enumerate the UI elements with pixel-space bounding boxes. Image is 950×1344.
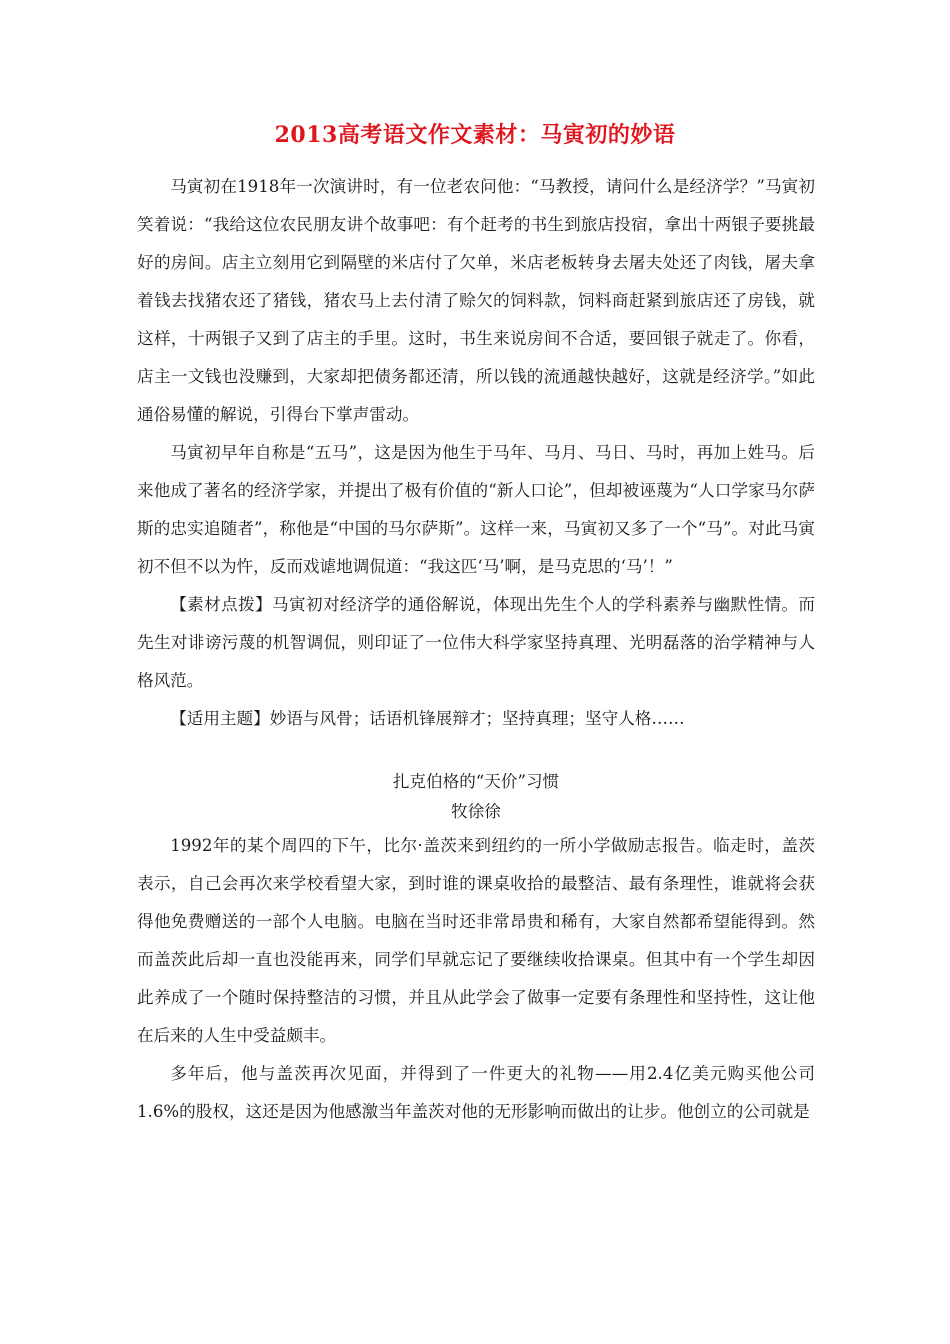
document-title: 2013高考语文作文素材：马寅初的妙语 xyxy=(274,122,676,148)
document-body xyxy=(137,168,815,1131)
article1-paragraph-2: 马寅初早年自称是“五马”，这是因为他生于马年、马月、马日、马时，再加上姓马。后来他成了著名的经济学家，并提出了极有价值的“新人口论”，但却被诬蔑为“人口学家马尔萨斯的忠实追随者”，称他是“中国的马尔萨斯”。这样一来，马寅初又多了一个“马”。对此马寅初不但不以为忤，反而戏谑地调侃道：“我这匹‘马’啊，是马克思的‘马’！” xyxy=(137,443,815,576)
article1-paragraph-1: 马寅初在1918年一次演讲时，有一位老农问他：“马教授，请问什么是经济学？”马寅初笑着说：“我给这位农民朋友讲个故事吧：有个赶考的书生到旅店投宿，拿出十两银子要挑最好的房间。店主立刻用它到隔壁的米店付了欠单，米店老板转身去屠夫处还了肉钱，屠夫拿着钱去找猪农还了猪钱，猪农马上去付清了赊欠的饲料款，饲料商赶紧到旅店还了房钱，就这样，十两银子又到了店主的手里。这时，书生来说房间不合适，要回银子就走了。你看，店主一文钱也没赚到，大家却把债务都还清，所以钱的流通越快越好，这就是经济学。”如此通俗易懂的解说，引得台下掌声雷动。 xyxy=(137,177,815,424)
article1-applicable-themes: 【适用主题】妙语与风骨；话语机锋展辩才；坚持真理；坚守人格…… xyxy=(170,709,685,728)
article2-paragraph-2: 多年后，他与盖茨再次见面，并得到了一件更大的礼物——用2.4亿美元购买他公司1.6%的股权，这还是因为他感激当年盖茨对他的无形影响而做出的让步。他创立的公司就是 xyxy=(137,1064,815,1121)
article2-paragraph-1: 1992年的某个周四的下午，比尔·盖茨来到纽约的一所小学做励志报告。临走时，盖茨表示，自己会再次来学校看望大家，到时谁的课桌收拾的最整洁、最有条理性，谁就将会获得他免费赠送的一部个人电脑。电脑在当时还非常昂贵和稀有，大家自然都希望能得到。然而盖茨此后却一直也没能再来，同学们早就忘记了要继续收拾课桌。但其中有一个学生却因此养成了一个随时保持整洁的习惯，并且从此学会了做事一定要有条理性和坚持性，这让他在后来的人生中受益颇丰。 xyxy=(137,836,815,1045)
article2-title: 扎克伯格的“天价”习惯 xyxy=(392,772,560,791)
article1-material-note: 【素材点拨】马寅初对经济学的通俗解说，体现出先生个人的学科素养与幽默性情。而先生对诽谤污蔑的机智调侃，则印证了一位伟大科学家坚持真理、光明磊落的治学精神与人格风范。 xyxy=(137,595,815,690)
article2-author: 牧徐徐 xyxy=(451,802,501,821)
